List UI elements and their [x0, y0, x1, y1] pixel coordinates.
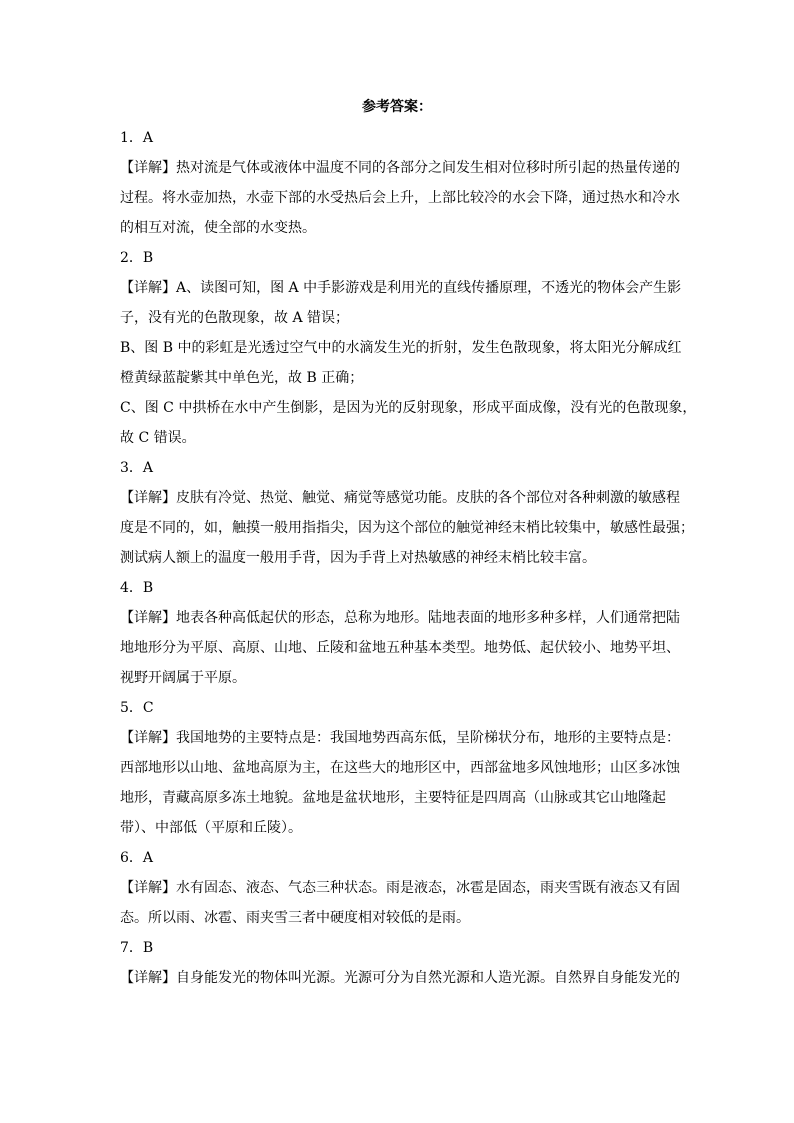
explanation-line: B、图 B 中的彩虹是光透过空气中的水滴发生光的折射，发生色散现象，将太阳光分解成红 — [120, 340, 682, 356]
explanation-line: 测试病人额上的温度一般用手背，因为手背上对热敏感的神经末梢比较丰富。 — [120, 550, 596, 566]
question-number: 6．A — [120, 850, 154, 866]
explanation-line: 【详解】水有固态、液态、气态三种状态。雨是液态，冰雹是固态，雨夹雪既有液态又有固 — [120, 880, 680, 896]
explanation-line: 【详解】自身能发光的物体叫光源。光源可分为自然光源和人造光源。自然界自身能发光的 — [120, 970, 680, 986]
question-number: 1．A — [120, 130, 154, 146]
explanation-line: 【详解】地表各种高低起伏的形态，总称为地形。陆地表面的地形多种多样，人们通常把陆 — [120, 610, 680, 626]
explanation-line: 视野开阔属于平原。 — [120, 670, 246, 686]
explanation-line: 橙黄绿蓝靛紫其中单色光，故 B 正确； — [120, 370, 364, 386]
explanation-line: 的相互对流，使全部的水变热。 — [120, 220, 316, 236]
explanation-line: 【详解】皮肤有冷觉、热觉、触觉、痛觉等感觉功能。皮肤的各个部位对各种刺激的敏感程 — [120, 490, 680, 506]
explanation-line: 【详解】我国地势的主要特点是：我国地势西高东低，呈阶梯状分布，地形的主要特点是： — [120, 730, 680, 746]
question-number: 5．C — [120, 700, 154, 716]
explanation-line: 态。所以雨、冰雹、雨夹雪三者中硬度相对较低的是雨。 — [120, 910, 470, 926]
explanation-line: 过程。将水壶加热，水壶下部的水受热后会上升，上部比较冷的水会下降，通过热水和冷水 — [120, 190, 680, 206]
explanation-line: 子，没有光的色散现象，故 A 错误； — [120, 310, 350, 326]
question-number: 2．B — [120, 250, 154, 266]
question-number: 7．B — [120, 940, 154, 956]
explanation-line: 故 C 错误。 — [120, 430, 196, 446]
explanation-line: 地形，青藏高原多冻土地貌。盆地是盆状地形，主要特征是四周高（山脉或其它山地隆起 — [120, 790, 666, 806]
explanation-line: C、图 C 中拱桥在水中产生倒影，是因为光的反射现象，形成平面成像，没有光的色散现象， — [120, 400, 697, 416]
question-number: 4．B — [120, 580, 154, 596]
explanation-line: 带）、中部低（平原和丘陵）。 — [120, 820, 302, 836]
explanation-line: 地地形分为平原、高原、山地、丘陵和盆地五种基本类型。地势低、起伏较小、地势平坦、 — [120, 640, 680, 656]
page-title: 参考答案： — [362, 99, 432, 115]
explanation-line: 西部地形以山地、盆地高原为主，在这些大的地形区中，西部盆地多风蚀地形；山区多冰蚀 — [120, 760, 680, 776]
question-number: 3．A — [120, 460, 154, 476]
explanation-line: 度是不同的，如，触摸一般用指指尖，因为这个部位的触觉神经末梢比较集中，敏感性最强； — [120, 520, 694, 536]
explanation-line: 【详解】热对流是气体或液体中温度不同的各部分之间发生相对位移时所引起的热量传递的 — [120, 160, 680, 176]
explanation-line: 【详解】A、读图可知，图 A 中手影游戏是利用光的直线传播原理，不透光的物体会产生影 — [120, 280, 682, 296]
answer-list — [120, 123, 697, 993]
